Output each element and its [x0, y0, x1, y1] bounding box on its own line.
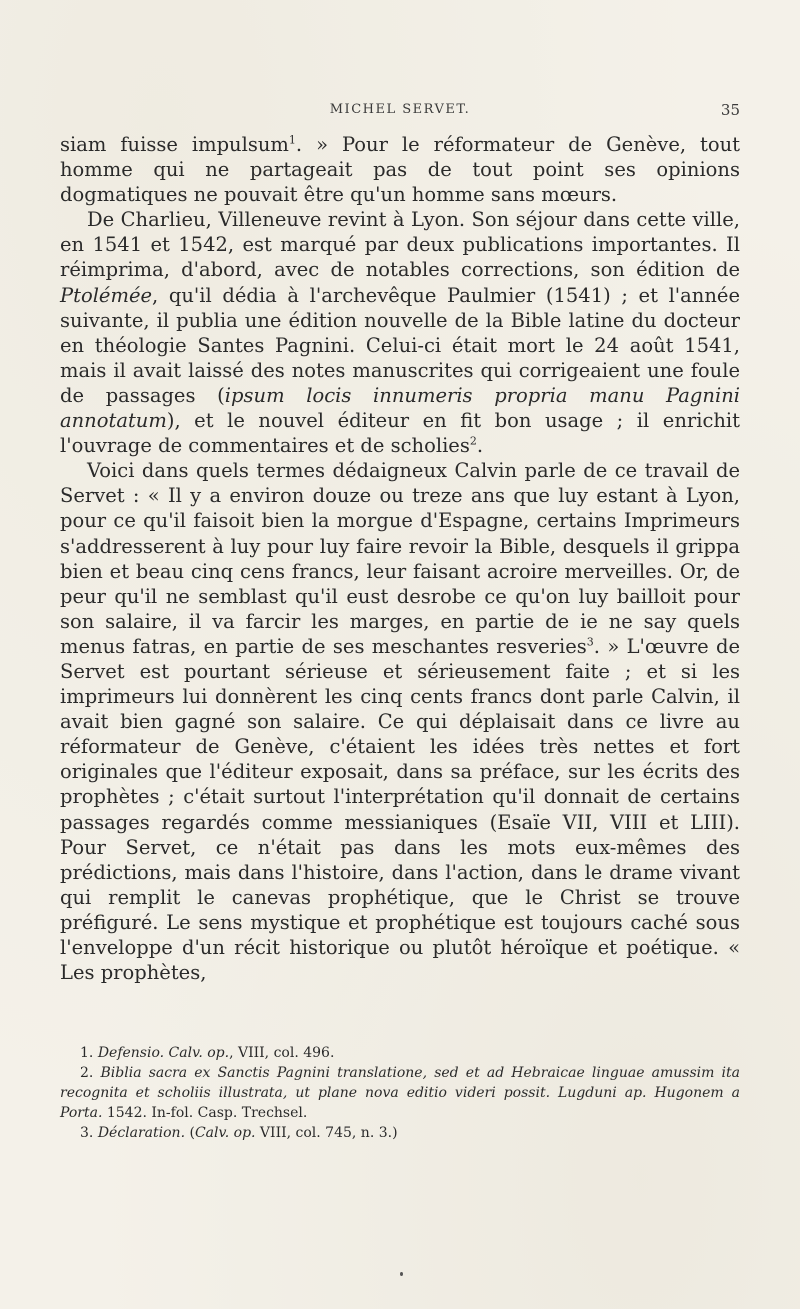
- paragraph-2: [60, 207, 740, 458]
- text-run: siam fuisse impulsum: [60, 133, 289, 156]
- page-number: 35: [720, 101, 740, 119]
- footnote-title: Déclaration.: [97, 1125, 186, 1141]
- body-text: [60, 132, 740, 985]
- text-run: . » L'œuvre de Servet est pourtant sérieuse et sérieusement faite ; et si les imprimeurs lui donnèrent les cinq cents francs dont parle Calvin, il avait bien gagné son salaire. Ce qui déplaisait dans ce livre au réformateur de Genève, c'étaient les idées très nettes et fort originales que l'éditeur exposait, dans sa préface, sur les écrits des prophètes ; c'était surtout l'interprétation qu'il donnait de certains passages regardés comme messianiques (Esaïe VII, VIII et LIII). Pour Servet, ce n'était pas dans les mots eux-mêmes des prédictions, mais dans l'histoire, dans l'action, dans le drame vivant qui remplit le canevas prophétique, que le Christ se trouve préfiguré. Le sens mystique et prophétique est toujours caché sous l'enveloppe d'un récit historique ou plutôt héroïque et poétique. « Les prophètes,: [60, 634, 740, 985]
- text-run: .: [476, 434, 484, 458]
- footnote-1: [60, 1043, 740, 1063]
- footnote-title: Biblia sacra ex Sanctis Pagnini translatione, sed et ad Hebraicae linguae amussim ita recognita et scholiis illustrata, ut plane nova editio videri possit. Lugduni ap. Hugonem a Porta.: [60, 1065, 740, 1121]
- footnote-paren: (: [185, 1125, 195, 1141]
- footnote-title: Calv. op.: [194, 1125, 256, 1141]
- text-run: De Charlieu, Villeneuve revint à Lyon. Son séjour dans cette ville, en 1541 et 1542, est marqué par deux publications importantes. Il réimprima, d'abord, avec de notables corrections, son édition de: [60, 208, 740, 282]
- italic-latin-quote: ipsum locis innumeris propria manu Pagnini annotatum: [60, 383, 740, 433]
- text-run: , qu'il dédia à l'archevêque Paulmier (1541) ; et l'année suivante, il publia une édition nouvelle de la Bible latine du docteur en théologie Santes Pagnini. Celui-ci était mort le 24 août 1541, mais il avait laissé des notes manuscrites qui corrigeaient une foule de passages (: [60, 283, 740, 407]
- footnote-ref-text: , VIII, col. 496.: [229, 1045, 335, 1061]
- text-run: . » Pour le réformateur de Genève, tout homme qui ne partageait pas de tout point ses opinions dogmatiques ne pouvait être qu'un homme sans mœurs.: [60, 133, 740, 207]
- footnote-ref-3: 3: [586, 635, 594, 649]
- running-title: MICHEL SERVET.: [329, 102, 471, 117]
- text-run: Voici dans quels termes dédaigneux Calvin parle de ce travail de Servet : « Il y a environ douze ou treze ans que luy estant à Lyon, pour ce qu'il faisoit bien la morgue d'Espagne, certains Imprimeurs s'addresserent à luy pour luy faire revoir la Bible, desquels il grippa bien et beau cinq cens francs, leur faisant acroire merveilles. Or, de peur qu'il ne semblast qu'il eust desrobe ce qu'on luy bailloit pour son salaire, il va farcir les marges, en partie de ie ne say quels menus fatras, en partie de ses meschantes resveries: [60, 459, 740, 658]
- footnote-2: [60, 1063, 740, 1123]
- footnote-ref-2: 2: [469, 434, 477, 448]
- footnote-number: 2.: [80, 1065, 94, 1081]
- footnote-ref-text: 1542. In-fol. Casp. Trechsel.: [102, 1105, 308, 1121]
- running-head: [60, 102, 740, 124]
- paragraph-1: [60, 132, 740, 207]
- footnote-ref-text: VIII, col. 745, n. 3.): [255, 1125, 398, 1141]
- footnote-number: 3.: [80, 1125, 94, 1141]
- italic-ptolemee: Ptolémée: [60, 283, 153, 307]
- paragraph-3: [60, 458, 740, 985]
- footnote-3: [60, 1123, 740, 1143]
- footnotes: [60, 1043, 740, 1143]
- footnote-ref-1: 1: [288, 133, 296, 147]
- ink-spot: [400, 1272, 403, 1276]
- footnote-number: 1.: [80, 1045, 94, 1061]
- footnote-title: Defensio. Calv. op.: [97, 1045, 230, 1061]
- text-run: ), et le nouvel éditeur en fit bon usage ; il enrichit l'ouvrage de commentaires et de scholies: [60, 409, 740, 458]
